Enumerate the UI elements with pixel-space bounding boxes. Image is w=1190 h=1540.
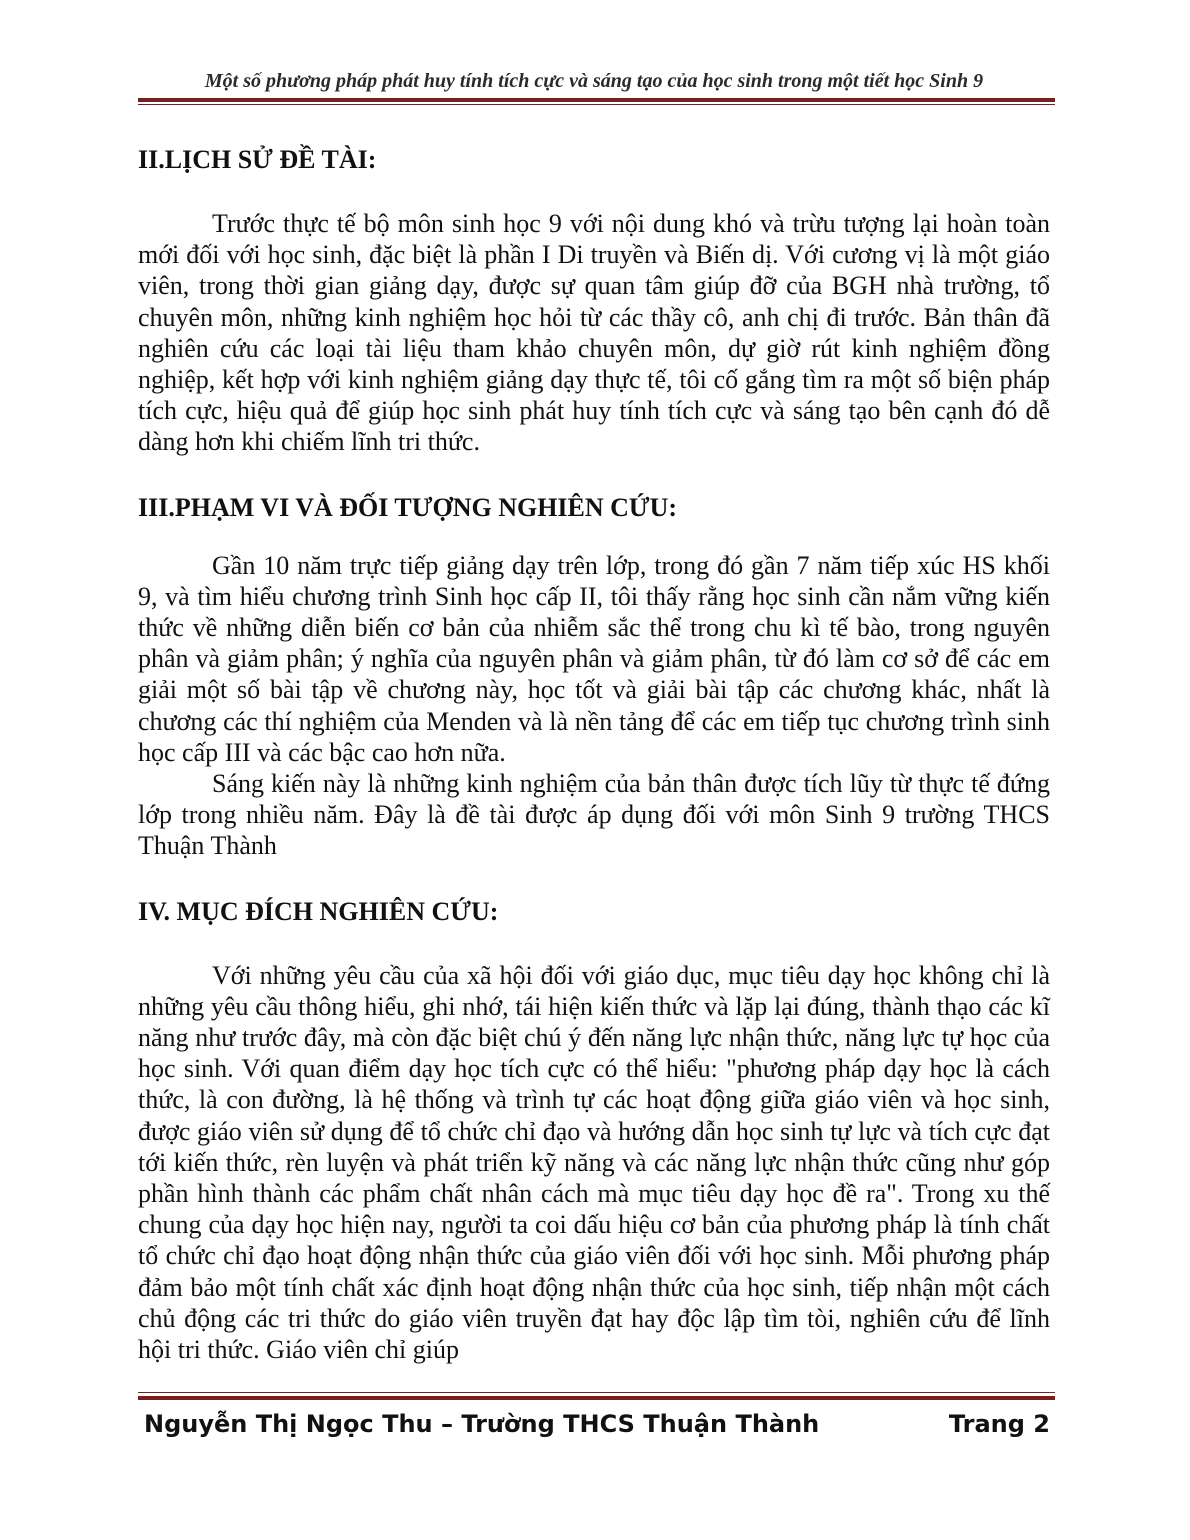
running-header: Một số phương pháp phát huy tính tích cực và sáng tạo của học sinh trong một tiết học Sinh 9 xyxy=(204,70,984,92)
page-number: Trang 2 xyxy=(948,1410,1050,1438)
section-title-muc-dich: IV. MỤC ĐÍCH NGHIÊN CỨU: xyxy=(138,896,499,926)
footer-rule-thick xyxy=(138,1396,1055,1400)
header-rule-thin xyxy=(138,104,1055,105)
section-title-lich-su: II.LỊCH SỬ ĐỀ TÀI: xyxy=(138,145,377,174)
paragraph: Trước thực tế bộ môn sinh học 9 với nội dung khó và trừu tượng lại hoàn toàn mới đối với học sinh, đặc biệt là phần I Di truyền và Biến dị. Với cương vị là một giáo viên, trong thời gian giảng dạy, được sự quan tâm giúp đỡ của BGH nhà trường, tổ chuyên môn, những kinh nghiệm học hỏi từ các thầy cô, anh chị đi trước. Bản thân đã nghiên cứu các loại tài liệu tham khảo chuyên môn, dự giờ rút kinh nghiệm đồng nghiệp, kết hợp với kinh nghiệm giảng dạy thực tế, tôi cố gắng tìm ra một số biện pháp tích cực, hiệu quả để giúp học sinh phát huy tính tích cực và sáng tạo bên cạnh đó dễ dàng hơn khi chiếm lĩnh tri thức. xyxy=(138,209,1050,457)
paragraph: Với những yêu cầu của xã hội đối với giáo dục, mục tiêu dạy học không chỉ là những yêu cầu thông hiểu, ghi nhớ, tái hiện kiến thức và lặp lại đúng, thành thạo các kĩ năng như trước đây, mà còn đặc biệt chú ý đến năng lực nhận thức, năng lực tự học của học sinh. Với quan điểm dạy học tích cực có thể hiểu: "phương pháp dạy học là cách thức, là con đường, là hệ thống và trình tự các hoạt động giữa giáo viên và học sinh, được giáo viên sử dụng để tổ chức chỉ đạo và hướng dẫn học sinh tự lực và tích cực đạt tới kiến thức, rèn luyện và phát triển kỹ năng và các năng lực nhận thức cũng như góp phần hình thành các phẩm chất nhân cách mà mục tiêu dạy học đề ra". Trong xu thế chung của dạy học hiện nay, người ta coi dấu hiệu cơ bản của phương pháp là tính chất tổ chức chỉ đạo hoạt động nhận thức của giáo viên đối với học sinh. Mỗi phương pháp đảm bảo một tính chất xác định hoạt động nhận thức của học sinh, tiếp nhận một cách chủ động các tri thức do giáo viên truyền đạt hay độc lập tìm tòi, nghiên cứu để lĩnh hội tri thức. Giáo viên chỉ giúp xyxy=(138,960,1050,1365)
section-title-pham-vi: III.PHẠM VI VÀ ĐỐI TƯỢNG NGHIÊN CỨU: xyxy=(138,492,678,522)
header-rule-thick xyxy=(138,98,1055,102)
footer-rule-thin xyxy=(138,1392,1055,1393)
paragraph: Sáng kiến này là những kinh nghiệm của bản thân được tích lũy từ thực tế đứng lớp trong nhiều năm. Đây là đề tài được áp dụng đối với môn Sinh 9 trường THCS Thuận Thành xyxy=(138,769,1050,861)
footer-author: Nguyễn Thị Ngọc Thu – Trường THCS Thuận Thành xyxy=(144,1410,820,1438)
page-body xyxy=(138,140,1050,1365)
paragraph: Gần 10 năm trực tiếp giảng dạy trên lớp, trong đó gần 7 năm tiếp xúc HS khối 9, và tìm hiểu chương trình Sinh học cấp II, tôi thấy rằng học sinh cần nắm vững kiến thức về những diễn biến cơ bản của nhiễm sắc thể trong chu kì tế bào, trong nguyên phân và giảm phân; ý nghĩa của nguyên phân và giảm phân, từ đó làm cơ sở để các em giải một số bài tập về chương này, học tốt và giải bài tập các chương khác, nhất là chương các thí nghiệm của Menden và là nền tảng để các em tiếp tục chương trình sinh học cấp III và các bậc cao hơn nữa. xyxy=(138,550,1050,767)
